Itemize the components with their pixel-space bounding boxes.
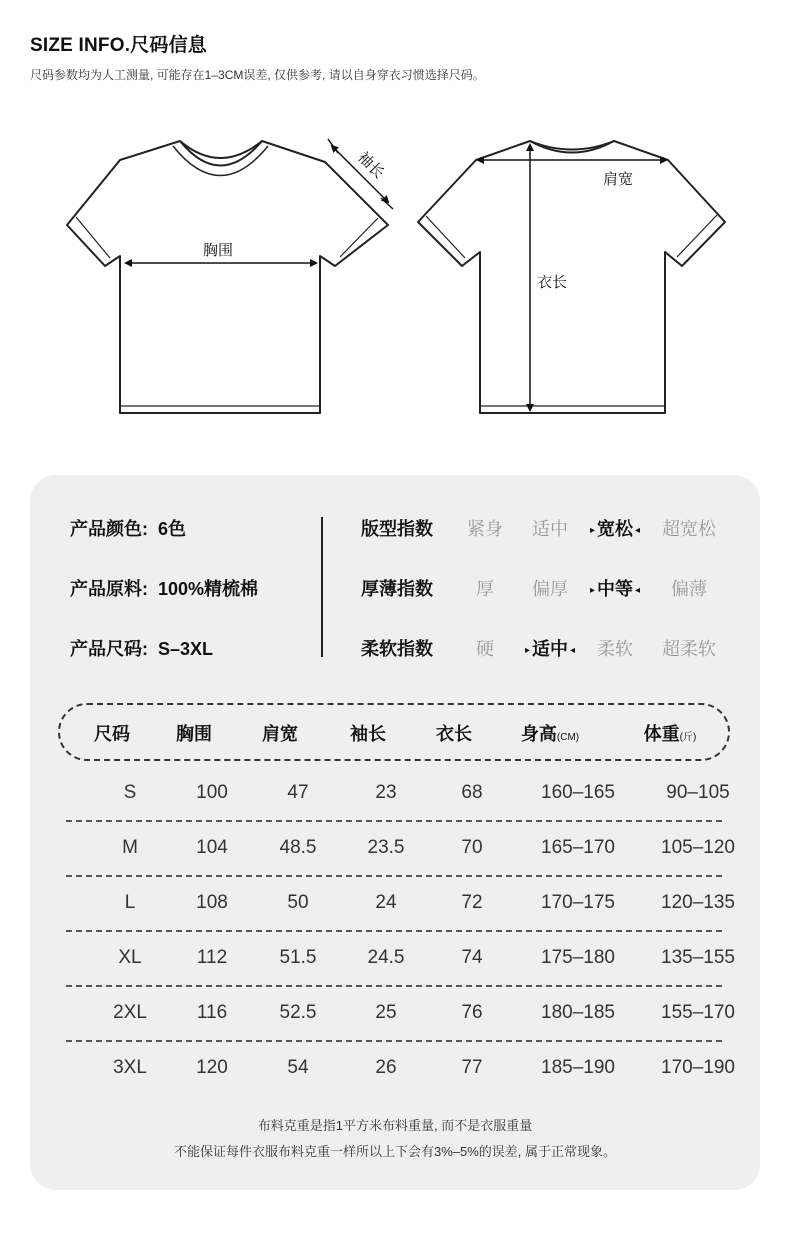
table-cell: 108 [196,892,228,913]
table-cell: 76 [461,1002,483,1023]
table-cell: 70 [461,837,483,858]
vertical-divider [321,517,323,657]
thickness-option: ▸ 中等 ◂ [575,575,655,601]
table-cell: 25 [375,1002,397,1023]
product-material [70,575,258,601]
note-fabric-weight: 布料克重是指1平方米布料重量, 而不是衣服重量 [257,1118,533,1133]
softness-option: 超柔软 [662,639,716,659]
product-size-value: S–3XL [158,639,214,659]
header-height: 身高(CM) [520,724,580,744]
table-cell: 155–170 [661,1002,735,1023]
table-cell: 185–190 [541,1057,615,1078]
fit-option: 紧身 [467,519,503,539]
length-label: 衣长 [537,273,568,291]
table-cell: 48.5 [279,837,317,858]
table-cell: 77 [461,1057,483,1078]
product-size-label: 产品尺码: [70,639,148,659]
table-row [66,1040,735,1095]
thickness-option: 偏厚 [532,579,568,599]
fit-index-label: 版型指数 [361,519,433,539]
product-color [70,515,186,541]
table-cell: 165–170 [541,837,615,858]
table-cell: S [123,782,137,803]
table-cell: 50 [287,892,309,913]
softness-index-label: 柔软指数 [361,639,433,659]
page-title: SIZE INFO.尺码信息 [30,35,207,56]
product-material-value: 100%精梳棉 [158,579,259,599]
table-row [66,930,735,985]
table-cell: 90–105 [666,782,730,803]
table-cell: L [124,892,136,913]
back-tshirt-icon [418,141,725,413]
thickness-option: 偏薄 [671,579,707,599]
table-cell: 170–190 [661,1057,735,1078]
table-cell: 24.5 [367,947,405,968]
product-material-label: 产品原料: [70,579,148,599]
product-color-value: 6色 [158,519,187,539]
sleeve-label: 袖长 [354,148,389,183]
table-cell: 74 [461,947,483,968]
table-cell: 100 [196,782,228,803]
shoulder-label: 肩宽 [603,170,634,188]
product-color-label: 产品颜色: [70,519,148,539]
header-length: 衣长 [436,724,472,744]
softness-option: 硬 [476,639,494,659]
table-row [66,985,735,1040]
table-cell: 180–185 [541,1002,615,1023]
note-tolerance: 不能保证每件衣服布料克重一样所以上下会有3%–5%的误差, 属于正常现象。 [173,1144,617,1159]
info-panel [30,475,760,1190]
table-row [66,765,730,820]
thickness-index-label: 厚薄指数 [361,579,433,599]
product-size [70,635,213,661]
table-cell: 54 [287,1057,309,1078]
table-cell: 175–180 [541,947,615,968]
header-size: 尺码 [94,724,130,744]
table-cell: 3XL [113,1057,147,1078]
table-cell: 2XL [113,1002,147,1023]
header-shoulder: 肩宽 [262,724,298,744]
table-cell: 170–175 [541,892,615,913]
size-table-header [58,703,730,761]
tshirt-diagram [0,120,790,430]
chest-label: 胸围 [203,241,234,259]
table-row [66,875,735,930]
table-cell: 112 [196,947,228,968]
table-cell: 120 [196,1057,228,1078]
table-cell: 72 [461,892,483,913]
table-cell: 26 [375,1057,397,1078]
table-cell: 120–135 [661,892,735,913]
table-cell: 104 [196,837,228,858]
table-row [66,820,735,875]
table-cell: 68 [461,782,483,803]
table-cell: 52.5 [279,1002,317,1023]
softness-option: ▸ 适中 ◂ [510,635,590,661]
fit-option: ▸ 宽松 ◂ [575,515,655,541]
header-sleeve: 袖长 [350,724,386,744]
table-cell: 23 [375,782,397,803]
softness-option: 柔软 [597,639,633,659]
page-subtitle: 尺码参数均为人工测量, 可能存在1–3CM误差, 仅供参考, 请以自身穿衣习惯选择尺码。 [30,68,485,82]
thickness-option: 厚 [476,579,494,599]
table-cell: XL [118,947,142,968]
front-tshirt-icon [67,141,388,413]
table-cell: M [122,837,138,858]
table-cell: 24 [375,892,397,913]
table-cell: 23.5 [367,837,405,858]
table-cell: 105–120 [661,837,735,858]
table-cell: 160–165 [541,782,615,803]
header-chest: 胸围 [176,724,212,744]
header-weight: 体重(斤) [643,724,697,744]
table-cell: 51.5 [279,947,317,968]
fit-option: 适中 [532,519,568,539]
table-cell: 135–155 [661,947,735,968]
table-cell: 47 [287,782,309,803]
table-cell: 116 [196,1002,228,1023]
fit-option: 超宽松 [662,519,716,539]
